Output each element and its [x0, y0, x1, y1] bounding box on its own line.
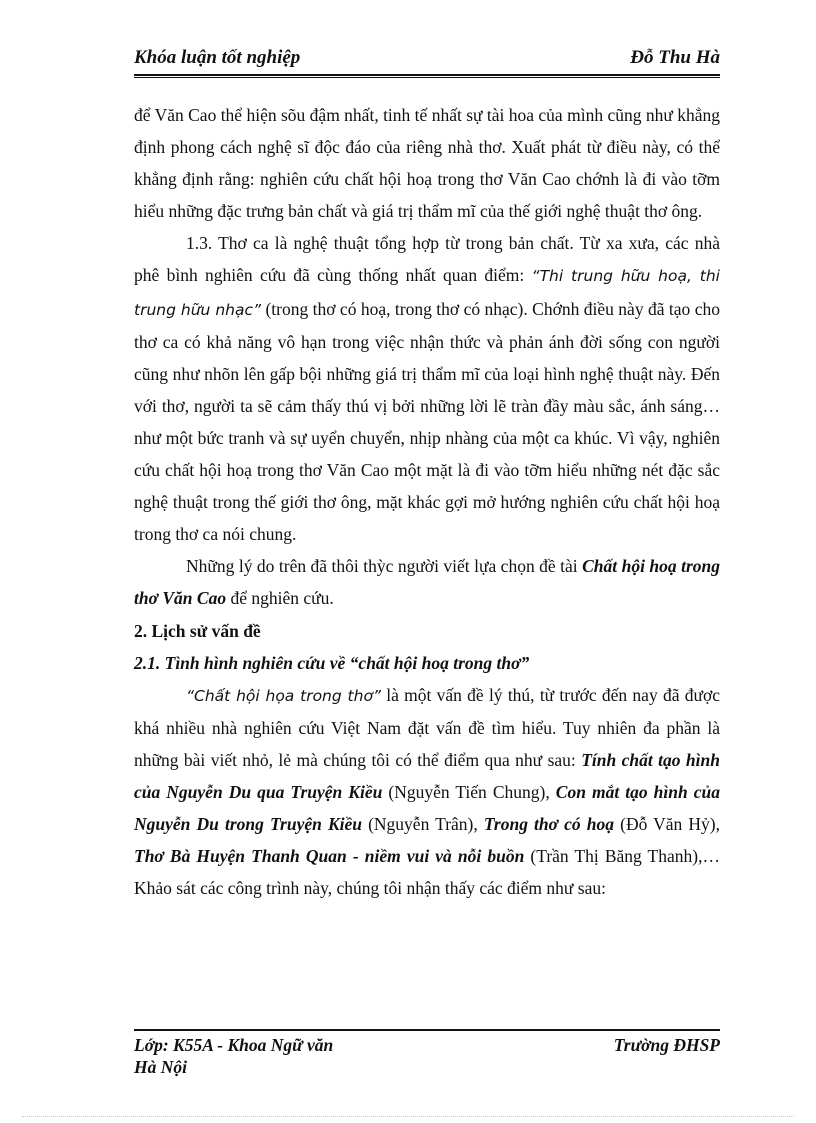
footer-school: Trường ĐHSP: [613, 1035, 720, 1055]
paragraph-2-text-a: 1.3. Thơ ca là nghệ thuật tổng hợp từ trong bản chất. Từ xa xưa, các nhà phê bình nghiên cứu đã cùng thống nhất quan điểm:: [134, 233, 720, 286]
section-heading: 2. Lịch sử vấn đề: [134, 620, 261, 641]
paragraph-4: [134, 679, 720, 905]
page-edge-dotted-line: [22, 1116, 794, 1117]
paragraph-1: để Văn Cao thể hiện sõu đậm nhất, tinh tế nhất sự tài hoa của mình cũng như khẳng định phong cách nghệ sĩ độc đáo của riêng nhà thơ. Xuất phát từ điều này, có thể khẳng định rằng: nghiên cứu chất hội hoạ trong thơ Văn Cao chớnh là đi vào tỡm hiểu những đặc trưng bản chất và giá trị thẩm mĩ của thế giới nghệ thuật thơ ông.: [134, 105, 720, 222]
paragraph-4-text-a: là một vấn đề lý thú, từ trước đến nay đã được khá nhiều nhà nghiên cứu Việt Nam đặt vấn đề tìm hiểu. Tuy nhiên đa phần là những bài viết nhỏ, lẻ mà chúng tôi có thể điểm qua như sau:: [134, 684, 721, 770]
work-author-4: (Trần Thị Băng Thanh),…Khảo sát các công trình này, chúng tôi nhận thấy các điểm như sau:: [134, 846, 720, 899]
paragraph-2-text-b: (trong thơ có hoạ, trong thơ có nhạc). Chớnh điều này đã tạo cho thơ ca có khả năng vô hạn trong việc nhận thức và phản ánh đời sống con người cũng như nhõn lên gấp bội những giá trị thẩm mĩ của loại hình nghệ thuật này. Đến với thơ, người ta sẽ cảm thấy thú vị bởi những lời lẽ tràn đầy màu sắc, ánh sáng… như một bức tranh và sự uyển chuyển, nhịp nhàng của một ca khúc. Vì vậy, nghiên cứu chất hội hoạ trong thơ Văn Cao một mặt là đi vào tỡm hiểu những nét đặc sắc nghệ thuật trong thế giới thơ ông, mặt khác gợi mở hướng nghiên cứu chất hội hoạ trong thơ ca nói chung.: [134, 298, 720, 545]
paragraph-3: [134, 550, 720, 614]
footer-rule: [134, 1029, 720, 1031]
paragraph-4-quote: “Chất hội họa trong thơ”: [186, 686, 381, 705]
page-header: [134, 46, 720, 70]
footer-class: Lớp: K55A - Khoa Ngữ văn: [134, 1035, 334, 1055]
footer-city: Hà Nội: [134, 1057, 187, 1077]
paragraph-2-quote: “Thi trung hữu hoạ, thi trung hữu nhạc”: [134, 267, 720, 319]
paragraph-2: [134, 227, 720, 550]
paragraph-3-text-b: để nghiên cứu.: [226, 588, 334, 609]
header-author: Đỗ Thu Hà: [630, 47, 720, 68]
page-footer: [134, 1034, 720, 1078]
subsection-heading: 2.1. Tình hình nghiên cứu về “chất hội hoạ trong thơ”: [134, 652, 530, 673]
header-title: Khóa luận tốt nghiệp: [134, 47, 301, 68]
work-title-3: Trong thơ có hoạ: [483, 814, 615, 835]
header-rule: [134, 74, 720, 76]
work-author-1: (Nguyễn Tiến Chung),: [382, 781, 556, 802]
work-title-1: Tính chất tạo hình của Nguyễn Du qua Truyện Kiều: [134, 749, 720, 802]
work-title-2: Con mắt tạo hình của Nguyễn Du trong Truyện Kiều: [134, 781, 720, 835]
header-rule-thin: [134, 77, 720, 78]
thesis-title: Chất hội hoạ trong thơ Văn Cao: [134, 556, 721, 609]
paragraph-3-text-a: Những lý do trên đã thôi thỳc người viết lựa chọn đề tài: [186, 556, 583, 577]
work-author-2: (Nguyễn Trân),: [361, 814, 484, 835]
work-title-4: Thơ Bà Huyện Thanh Quan - niềm vui và nỗi buồn: [134, 846, 525, 867]
work-author-3: (Đỗ Văn Hỷ),: [614, 814, 720, 835]
body-text: [134, 99, 720, 904]
